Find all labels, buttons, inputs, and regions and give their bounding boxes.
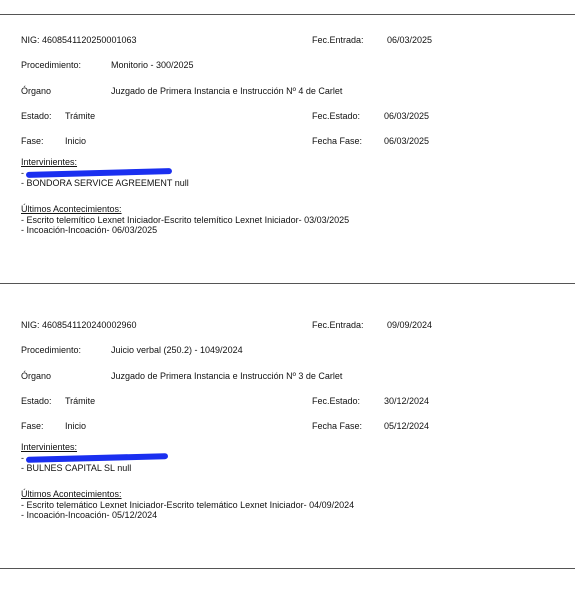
organo-row (21, 85, 561, 98)
interviniente-item: - BULNES CAPITAL SL null (21, 463, 132, 473)
intervinientes-section (21, 157, 561, 188)
organo-value: Juzgado de Primera Instancia e Instrucción Nº 4 de Carlet (111, 86, 343, 96)
redaction-mark (26, 453, 168, 463)
estado-value: Trámite (65, 111, 96, 121)
fecha-fase-value: 06/03/2025 (384, 136, 430, 146)
nig-label: NIG: (21, 320, 40, 330)
intervinientes-section (21, 442, 561, 473)
acontecimiento-item: - Incoación-Incoación- 05/12/2024 (21, 510, 158, 520)
nig-row (21, 34, 561, 47)
intervinientes-title: Intervinientes: (21, 157, 78, 167)
estado-row (21, 110, 561, 123)
fec-estado-value: 06/03/2025 (384, 111, 430, 121)
separator-top (0, 14, 575, 15)
acontecimientos-title: Últimos Acontecimientos: (21, 204, 122, 214)
acontecimiento-item: - Escrito telemítico Lexnet Iniciador-Escrito telemítico Lexnet Iniciador- 03/03/2025 (21, 215, 350, 225)
nig-row (21, 319, 561, 332)
redacted-prefix: - (21, 453, 24, 463)
nig-value: 4608541120240002960 (42, 320, 137, 330)
fase-row (21, 420, 561, 433)
procedimiento-row (21, 59, 561, 72)
fec-estado-label: Fec.Estado: (312, 111, 361, 121)
procedimiento-label: Procedimiento: (21, 345, 82, 355)
fec-entrada-label: Fec.Entrada: (312, 35, 364, 45)
fec-entrada-value: 06/03/2025 (387, 35, 433, 45)
estado-label: Estado: (21, 111, 52, 121)
estado-value: Trámite (65, 396, 96, 406)
procedimiento-value: Juicio verbal (250.2) - 1049/2024 (111, 345, 243, 355)
acontecimientos-section (21, 489, 561, 520)
interviniente-redacted (21, 453, 561, 463)
fase-label: Fase: (21, 421, 44, 431)
organo-row (21, 370, 561, 383)
fase-label: Fase: (21, 136, 44, 146)
organo-label: Órgano (21, 371, 52, 381)
fecha-fase-value: 05/12/2024 (384, 421, 430, 431)
nig-label: NIG: (21, 35, 40, 45)
case-record-2 (21, 319, 561, 520)
procedimiento-row (21, 344, 561, 357)
redacted-prefix: - (21, 168, 24, 178)
intervinientes-title: Intervinientes: (21, 442, 78, 452)
fecha-fase-label: Fecha Fase: (312, 136, 363, 146)
interviniente-redacted (21, 168, 561, 178)
fecha-fase-label: Fecha Fase: (312, 421, 363, 431)
fec-estado-value: 30/12/2024 (384, 396, 430, 406)
organo-value: Juzgado de Primera Instancia e Instrucción Nº 3 de Carlet (111, 371, 343, 381)
interviniente-item: - BONDORA SERVICE AGREEMENT null (21, 178, 189, 188)
case-record-1 (21, 34, 561, 235)
procedimiento-label: Procedimiento: (21, 60, 82, 70)
estado-row (21, 395, 561, 408)
acontecimientos-title: Últimos Acontecimientos: (21, 489, 122, 499)
fase-row (21, 135, 561, 148)
separator-bottom (0, 568, 575, 569)
procedimiento-value: Monitorio - 300/2025 (111, 60, 194, 70)
acontecimientos-section (21, 204, 561, 235)
fase-value: Inicio (65, 136, 87, 146)
redaction-mark (26, 168, 172, 178)
fec-estado-label: Fec.Estado: (312, 396, 361, 406)
acontecimiento-item: - Escrito telemático Lexnet Iniciador-Escrito telemático Lexnet Iniciador- 04/09/2024 (21, 500, 355, 510)
organo-label: Órgano (21, 86, 52, 96)
fec-entrada-label: Fec.Entrada: (312, 320, 364, 330)
estado-label: Estado: (21, 396, 52, 406)
acontecimiento-item: - Incoación-Incoación- 06/03/2025 (21, 225, 158, 235)
fec-entrada-value: 09/09/2024 (387, 320, 433, 330)
nig-value: 4608541120250001063 (42, 35, 137, 45)
separator-middle (0, 283, 575, 284)
fase-value: Inicio (65, 421, 87, 431)
